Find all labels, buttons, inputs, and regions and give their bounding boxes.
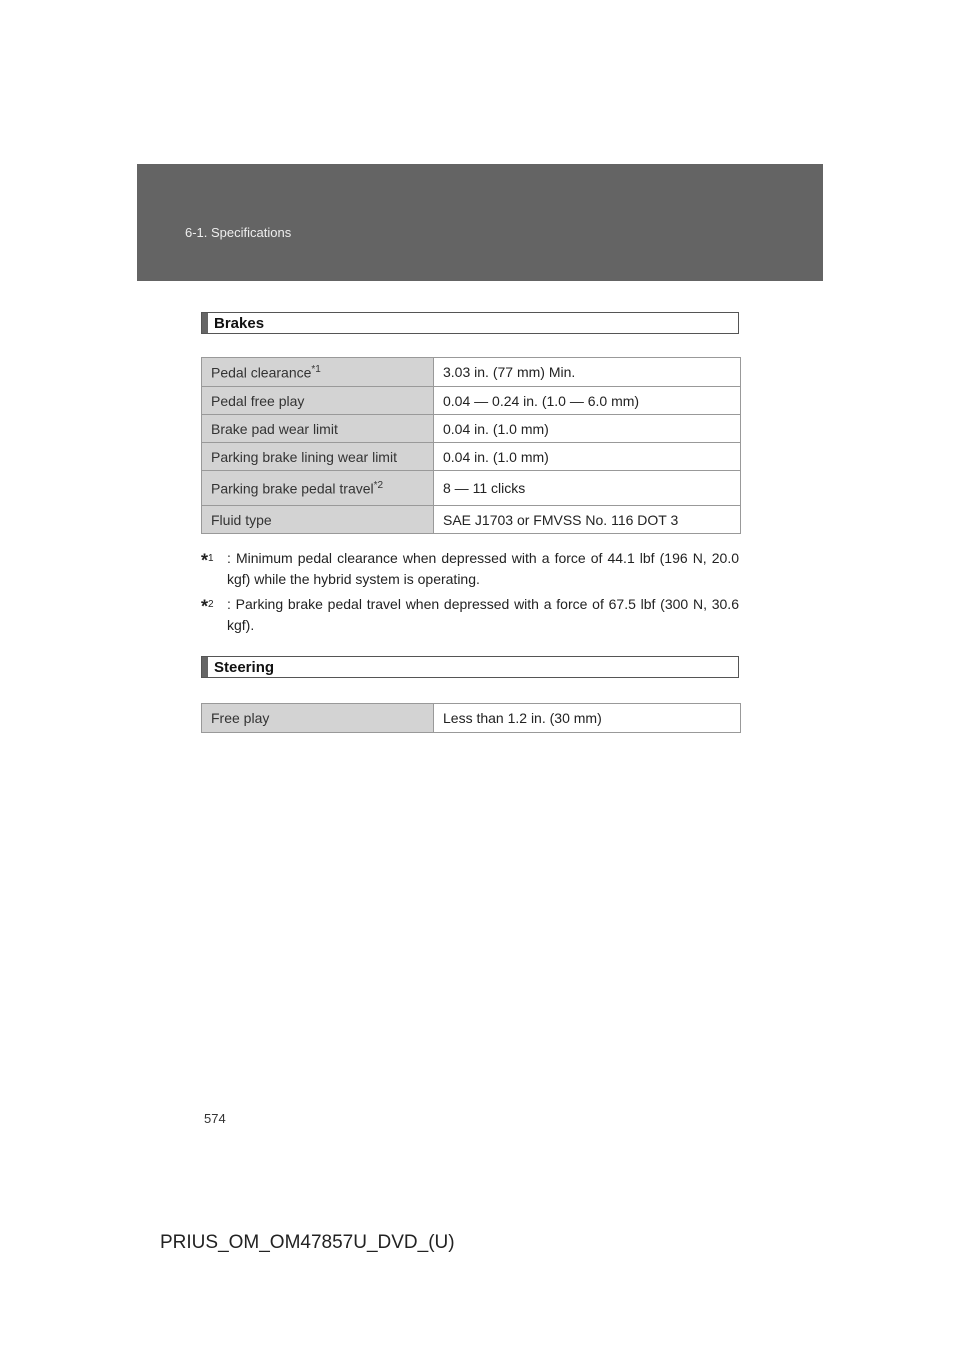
heading-bar — [202, 657, 208, 677]
row-label: Brake pad wear limit — [202, 415, 434, 443]
steering-heading — [201, 656, 739, 678]
row-value: 0.04 — 0.24 in. (1.0 — 6.0 mm) — [434, 387, 741, 415]
row-value: SAE J1703 or FMVSS No. 116 DOT 3 — [434, 506, 741, 534]
footnote-text: : Parking brake pedal travel when depressed with a force of 67.5 lbf (300 N, 30.6 kgf). — [227, 596, 739, 633]
brakes-heading-title: Brakes — [214, 315, 265, 332]
brakes-heading — [201, 312, 739, 334]
row-label: Fluid type — [202, 506, 434, 534]
footnote-mark: *$^2$ — [201, 596, 214, 617]
row-label: Parking brake lining wear limit — [202, 443, 434, 471]
row-label: Pedal free play — [202, 387, 434, 415]
row-value: 0.04 in. (1.0 mm) — [434, 415, 741, 443]
section-title: 6-1. Specifications — [185, 225, 292, 240]
steering-table — [201, 703, 741, 733]
footnote-ref: *1 — [311, 363, 321, 375]
heading-bar — [202, 313, 208, 333]
row-label: Free play — [202, 704, 434, 733]
brakes-table — [201, 357, 741, 534]
table-row — [202, 704, 741, 733]
row-label: Pedal clearance$^{*1}$ — [202, 358, 434, 387]
table-row — [202, 506, 741, 534]
footnote-1 — [201, 548, 739, 590]
table-row — [202, 387, 741, 415]
table-row — [202, 415, 741, 443]
table-row — [202, 443, 741, 471]
table-row — [202, 471, 741, 506]
footnote-mark: *$^1$ — [201, 550, 214, 571]
row-value: 0.04 in. (1.0 mm) — [434, 443, 741, 471]
row-value: Less than 1.2 in. (30 mm) — [434, 704, 741, 733]
steering-heading-title: Steering — [214, 659, 275, 676]
footnote-text: : Minimum pedal clearance when depressed with a force of 44.1 lbf (196 N, 20.0 kgf) while the hybrid system is operating. — [227, 550, 739, 587]
table-row — [202, 358, 741, 387]
row-value: 3.03 in. (77 mm) Min. — [434, 358, 741, 387]
row-label: Parking brake pedal travel$^{*2}$ — [202, 471, 434, 506]
header-band — [137, 164, 823, 281]
document-code: PRIUS_OM_OM47857U_DVD_(U) — [160, 1232, 455, 1253]
page-number: 574 — [204, 1111, 226, 1126]
row-value: 8 — 11 clicks — [434, 471, 741, 506]
footnote-2 — [201, 594, 739, 636]
footnote-ref: *2 — [373, 479, 384, 491]
